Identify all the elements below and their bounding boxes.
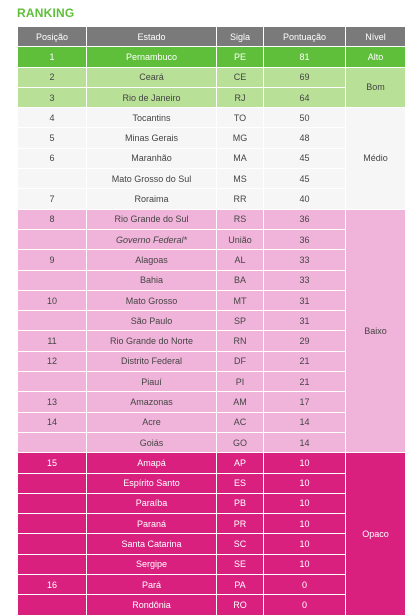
cell-estado: Mato Grosso do Sul xyxy=(87,169,217,189)
cell-estado: Distrito Federal xyxy=(87,351,217,371)
header-posicao: Posição xyxy=(18,27,87,47)
cell-posicao: 3 xyxy=(18,87,87,107)
ranking-table xyxy=(17,26,406,616)
cell-sigla: União xyxy=(217,229,264,249)
cell-pontuacao: 10 xyxy=(264,473,346,493)
cell-estado: Sergipe xyxy=(87,554,217,574)
cell-estado: Roraima xyxy=(87,189,217,209)
level-bom: Bom xyxy=(346,67,406,108)
cell-estado: Rondônia xyxy=(87,595,217,615)
cell-estado: Amapá xyxy=(87,453,217,473)
table-row xyxy=(18,47,406,67)
level-medio: Médio xyxy=(346,108,406,209)
level-opaco: Opaco xyxy=(346,453,406,615)
cell-sigla: MG xyxy=(217,128,264,148)
cell-posicao: 8 xyxy=(18,209,87,229)
cell-pontuacao: 36 xyxy=(264,229,346,249)
cell-sigla: RS xyxy=(217,209,264,229)
cell-estado: Pernambuco xyxy=(87,47,217,67)
cell-pontuacao: 17 xyxy=(264,392,346,412)
cell-estado: Santa Catarina xyxy=(87,534,217,554)
cell-sigla: AP xyxy=(217,453,264,473)
cell-estado: Ceará xyxy=(87,67,217,87)
cell-estado: Pará xyxy=(87,575,217,595)
cell-sigla: GO xyxy=(217,432,264,452)
cell-pontuacao: 10 xyxy=(264,534,346,554)
cell-sigla: AC xyxy=(217,412,264,432)
level-alto: Alto xyxy=(346,47,406,67)
cell-posicao xyxy=(18,169,87,189)
cell-sigla: SC xyxy=(217,534,264,554)
cell-posicao xyxy=(18,493,87,513)
cell-estado: Paraná xyxy=(87,514,217,534)
cell-pontuacao: 10 xyxy=(264,453,346,473)
cell-sigla: AM xyxy=(217,392,264,412)
cell-pontuacao: 36 xyxy=(264,209,346,229)
cell-estado: Bahia xyxy=(87,270,217,290)
cell-estado: Goiás xyxy=(87,432,217,452)
cell-pontuacao: 14 xyxy=(264,412,346,432)
cell-estado: Espírito Santo xyxy=(87,473,217,493)
cell-pontuacao: 10 xyxy=(264,514,346,534)
table-row xyxy=(18,108,406,128)
cell-sigla: SE xyxy=(217,554,264,574)
cell-posicao: 14 xyxy=(18,412,87,432)
cell-sigla: RN xyxy=(217,331,264,351)
cell-pontuacao: 14 xyxy=(264,432,346,452)
cell-estado: Mato Grosso xyxy=(87,290,217,310)
table-row xyxy=(18,209,406,229)
cell-posicao: 16 xyxy=(18,575,87,595)
cell-estado: Rio de Janeiro xyxy=(87,87,217,107)
cell-pontuacao: 31 xyxy=(264,311,346,331)
cell-pontuacao: 33 xyxy=(264,270,346,290)
cell-posicao xyxy=(18,473,87,493)
cell-pontuacao: 81 xyxy=(264,47,346,67)
cell-sigla: SP xyxy=(217,311,264,331)
cell-estado: Amazonas xyxy=(87,392,217,412)
cell-pontuacao: 64 xyxy=(264,87,346,107)
cell-sigla: MT xyxy=(217,290,264,310)
cell-estado: Paraíba xyxy=(87,493,217,513)
cell-pontuacao: 21 xyxy=(264,351,346,371)
table-header-row xyxy=(18,27,406,47)
cell-sigla: BA xyxy=(217,270,264,290)
header-estado: Estado xyxy=(87,27,217,47)
cell-estado: Maranhão xyxy=(87,148,217,168)
level-baixo: Baixo xyxy=(346,209,406,453)
cell-estado: Alagoas xyxy=(87,250,217,270)
cell-sigla: PR xyxy=(217,514,264,534)
cell-posicao: 13 xyxy=(18,392,87,412)
cell-posicao xyxy=(18,514,87,534)
cell-posicao: 11 xyxy=(18,331,87,351)
cell-sigla: CE xyxy=(217,67,264,87)
table-row xyxy=(18,453,406,473)
cell-pontuacao: 29 xyxy=(264,331,346,351)
cell-posicao xyxy=(18,372,87,392)
cell-estado: Minas Gerais xyxy=(87,128,217,148)
cell-estado: Tocantins xyxy=(87,108,217,128)
cell-pontuacao: 48 xyxy=(264,128,346,148)
cell-pontuacao: 40 xyxy=(264,189,346,209)
cell-posicao: 6 xyxy=(18,148,87,168)
cell-sigla: MS xyxy=(217,169,264,189)
cell-posicao: 5 xyxy=(18,128,87,148)
cell-estado: Piauí xyxy=(87,372,217,392)
cell-pontuacao: 10 xyxy=(264,493,346,513)
cell-sigla: DF xyxy=(217,351,264,371)
cell-posicao xyxy=(18,595,87,615)
cell-posicao: 2 xyxy=(18,67,87,87)
cell-pontuacao: 31 xyxy=(264,290,346,310)
cell-pontuacao: 0 xyxy=(264,575,346,595)
header-pontuacao: Pontuação xyxy=(264,27,346,47)
cell-sigla: RJ xyxy=(217,87,264,107)
cell-sigla: TO xyxy=(217,108,264,128)
cell-sigla: RO xyxy=(217,595,264,615)
cell-sigla: PI xyxy=(217,372,264,392)
cell-pontuacao: 69 xyxy=(264,67,346,87)
header-sigla: Sigla xyxy=(217,27,264,47)
cell-sigla: PB xyxy=(217,493,264,513)
header-nivel: Nível xyxy=(346,27,406,47)
cell-pontuacao: 50 xyxy=(264,108,346,128)
cell-posicao: 10 xyxy=(18,290,87,310)
cell-pontuacao: 10 xyxy=(264,554,346,574)
cell-pontuacao: 21 xyxy=(264,372,346,392)
cell-posicao xyxy=(18,229,87,249)
cell-posicao: 9 xyxy=(18,250,87,270)
cell-sigla: MA xyxy=(217,148,264,168)
cell-estado: Governo Federal* xyxy=(87,229,217,249)
cell-estado: Rio Grande do Norte xyxy=(87,331,217,351)
cell-sigla: RR xyxy=(217,189,264,209)
cell-pontuacao: 45 xyxy=(264,148,346,168)
cell-posicao: 15 xyxy=(18,453,87,473)
cell-sigla: AL xyxy=(217,250,264,270)
cell-posicao: 12 xyxy=(18,351,87,371)
cell-sigla: PE xyxy=(217,47,264,67)
cell-posicao: 1 xyxy=(18,47,87,67)
cell-pontuacao: 45 xyxy=(264,169,346,189)
table-row xyxy=(18,67,406,87)
cell-posicao: 4 xyxy=(18,108,87,128)
cell-posicao xyxy=(18,311,87,331)
cell-pontuacao: 0 xyxy=(264,595,346,615)
cell-estado: Acre xyxy=(87,412,217,432)
cell-posicao xyxy=(18,270,87,290)
cell-pontuacao: 33 xyxy=(264,250,346,270)
cell-posicao xyxy=(18,534,87,554)
page-title: RANKING xyxy=(17,6,75,20)
cell-estado: São Paulo xyxy=(87,311,217,331)
cell-sigla: PA xyxy=(217,575,264,595)
cell-estado: Rio Grande do Sul xyxy=(87,209,217,229)
cell-posicao: 7 xyxy=(18,189,87,209)
cell-sigla: ES xyxy=(217,473,264,493)
cell-posicao xyxy=(18,554,87,574)
cell-posicao xyxy=(18,432,87,452)
